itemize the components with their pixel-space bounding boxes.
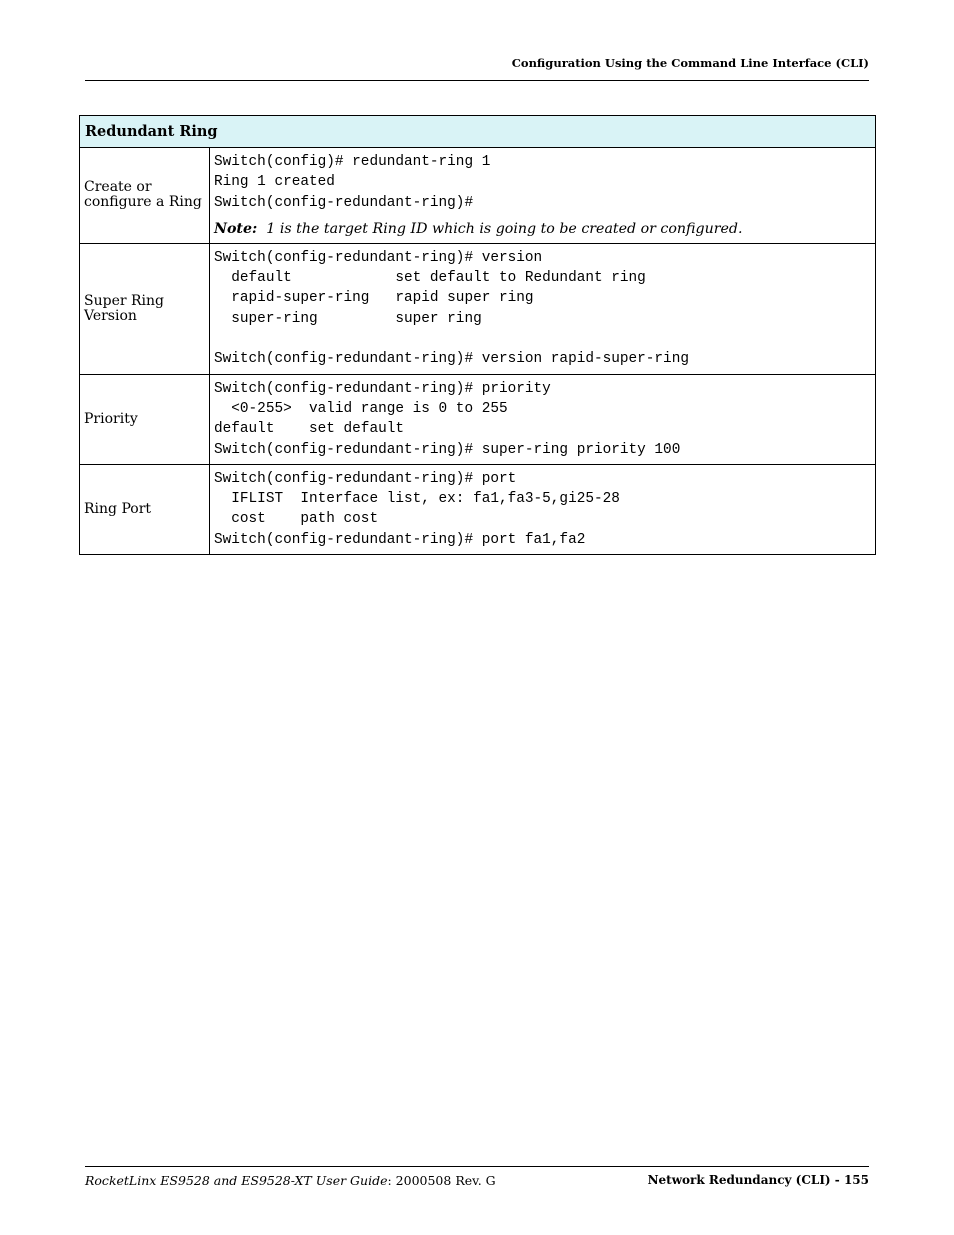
footer-page-number: Network Redundancy (CLI) - 155	[647, 1173, 869, 1187]
code-line: Switch(config-redundant-ring)# priority	[214, 380, 551, 397]
header-rule	[85, 80, 869, 81]
code-block	[210, 374, 876, 464]
guide-title: RocketLinx ES9528 and ES9528-XT User Guide	[85, 1173, 388, 1188]
code-block	[210, 243, 876, 374]
code-line: Switch(config-redundant-ring)# version rapid-super-ring	[214, 351, 689, 368]
code-line: Switch(config-redundant-ring)# version	[214, 249, 543, 266]
cli-command-table	[79, 115, 876, 555]
row-label: Create or configure a Ring	[80, 148, 210, 244]
code-line: Switch(config-redundant-ring)# super-ring priority 100	[214, 441, 681, 458]
table-row	[80, 374, 876, 464]
code-line: default set default to Redundant ring	[214, 270, 646, 287]
row-label: Super Ring Version	[80, 243, 210, 374]
code-line: Switch(config-redundant-ring)# port	[214, 470, 517, 487]
code-line: <0-255> valid range is 0 to 255	[214, 400, 508, 417]
code-line: super-ring super ring	[214, 310, 482, 327]
code-line: Switch(config)# redundant-ring 1	[214, 154, 491, 170]
note-label: Note:	[214, 220, 258, 237]
code-line: Switch(config-redundant-ring)# port fa1,fa2	[214, 531, 586, 548]
table-heading: Redundant Ring	[80, 116, 876, 148]
footer-rule	[85, 1166, 869, 1167]
code-line: default set default	[214, 421, 404, 438]
code-line: Ring 1 created	[214, 174, 335, 191]
footer-guide	[85, 1173, 496, 1188]
code-block	[210, 148, 876, 244]
note	[214, 219, 875, 239]
code-line: rapid-super-ring rapid super ring	[214, 290, 534, 307]
code-line: IFLIST Interface list, ex: fa1,fa3-5,gi25-28	[214, 491, 620, 508]
code-block	[210, 464, 876, 554]
table-row	[80, 243, 876, 374]
running-header: Configuration Using the Command Line Interface (CLI)	[511, 56, 869, 70]
doc-number: : 2000508 Rev. G	[387, 1173, 496, 1188]
note-text: 1 is the target Ring ID which is going to be created or configured.	[266, 220, 743, 237]
row-label: Priority	[80, 374, 210, 464]
table-row	[80, 464, 876, 554]
table-row	[80, 148, 876, 244]
row-label: Ring Port	[80, 464, 210, 554]
code-line	[214, 329, 875, 349]
code-line: Switch(config-redundant-ring)#	[214, 194, 474, 211]
code-line: cost path cost	[214, 511, 379, 528]
table-header-row	[80, 116, 876, 148]
